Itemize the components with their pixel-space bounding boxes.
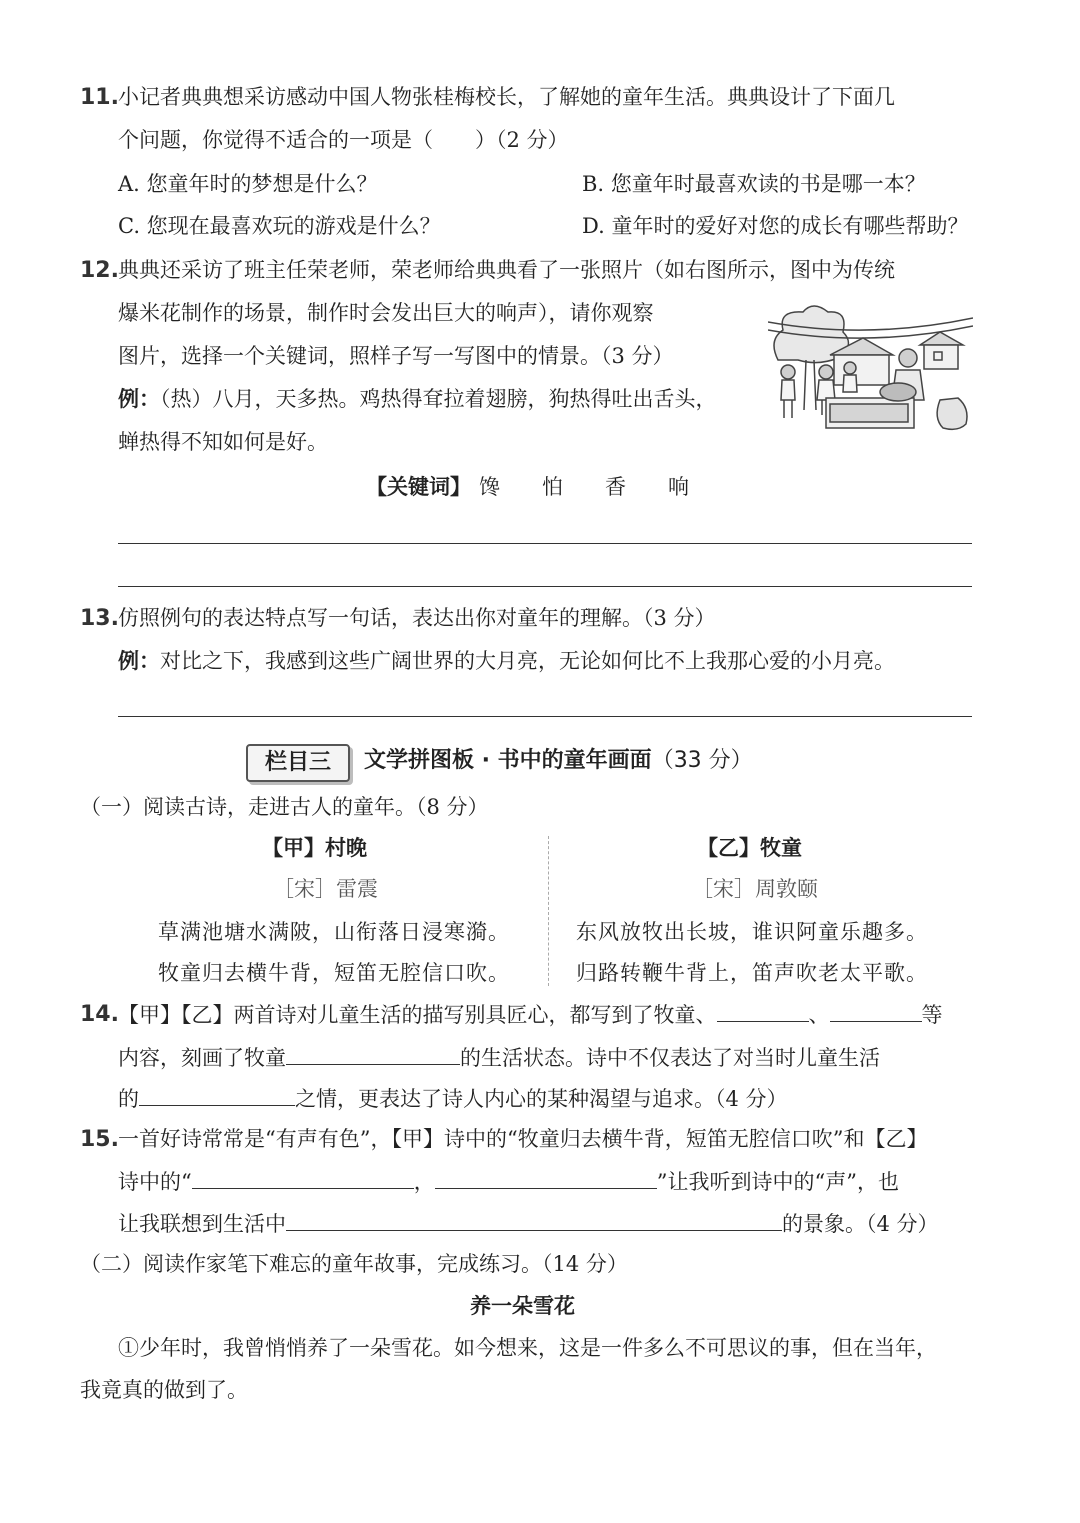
q12-answer-line-2[interactable] bbox=[118, 586, 972, 587]
part2-heading: （二）阅读作家笔下难忘的童年故事，完成练习。（14 分） bbox=[80, 1252, 628, 1276]
q12-line-1: 典典还采访了班主任荣老师，荣老师给典典看了一张照片（如右图所示，图中为传统 bbox=[118, 258, 895, 282]
section-title bbox=[364, 744, 753, 778]
q15-line-1: 一首好诗常常是“有声有色”，【甲】诗中的“牧童归去横牛背，短笛无腔信口吹”和【乙】 bbox=[118, 1127, 928, 1151]
keyword-xiang: 香 bbox=[605, 475, 626, 499]
section-score: （33 分） bbox=[651, 748, 753, 773]
q12-keywords-label: 【关键词】 bbox=[366, 475, 471, 499]
q11-line-2: 个问题，你觉得不适合的一项是（ ）（2 分） bbox=[118, 128, 569, 152]
q15-text-2a: 诗中的“ bbox=[118, 1170, 192, 1194]
q15-text-2c: ”让我听到诗中的“声”，也 bbox=[656, 1170, 899, 1194]
q11-number: 11. bbox=[80, 85, 119, 110]
q12-keywords bbox=[366, 472, 689, 502]
q12-example-label: 例： bbox=[118, 387, 160, 411]
keyword-chan: 馋 bbox=[479, 475, 500, 499]
poem-a-line-1: 草满池塘水满陂，山衔落日浸寒漪。 bbox=[158, 920, 510, 944]
q13-answer-line[interactable] bbox=[118, 716, 972, 717]
q11-option-b[interactable]: B. 您童年时最喜欢读的书是哪一本？ bbox=[582, 172, 926, 196]
story-para-1-line-1: ①少年时，我曾悄悄养了一朵雪花。如今想来，这是一件多么不可思议的事，但在当年， bbox=[118, 1336, 937, 1360]
q12-line-2: 爆米花制作的场景，制作时会发出巨大的响声），请你观察 bbox=[118, 301, 654, 325]
part1-heading: （一）阅读古诗，走进古人的童年。（8 分） bbox=[80, 795, 489, 819]
q14-blank-2[interactable] bbox=[830, 999, 922, 1022]
q14-blank-4[interactable] bbox=[139, 1083, 295, 1106]
popcorn-scene-illustration bbox=[768, 300, 973, 435]
poem-b-author: ［宋］周敦颐 bbox=[692, 877, 818, 901]
poem-a-title: 【甲】村晚 bbox=[262, 836, 367, 860]
q12-line-3: 图片，选择一个关键词，照样子写一写图中的情景。（3 分） bbox=[118, 344, 674, 368]
q15-text-2b: ， bbox=[413, 1170, 435, 1194]
q15-blank-2[interactable] bbox=[435, 1166, 657, 1189]
q11-option-d[interactable]: D. 童年时的爱好对您的成长有哪些帮助？ bbox=[582, 214, 969, 238]
story-para-1-line-2: 我竟真的做到了。 bbox=[80, 1378, 248, 1402]
q14-blank-1[interactable] bbox=[717, 999, 809, 1022]
q13-example bbox=[118, 646, 895, 676]
poem-b-line-2: 归路转鞭牛背上，笛声吹老太平歌。 bbox=[576, 961, 928, 985]
q13-line-1: 仿照例句的表达特点写一句话，表达出你对童年的理解。（3 分） bbox=[118, 606, 716, 630]
section-title-text: 文学拼图板 · 书中的童年画面 bbox=[364, 748, 652, 773]
q14-text-1b: 、 bbox=[808, 1003, 830, 1027]
q15-blank-1[interactable] bbox=[192, 1166, 414, 1189]
q14-text-2a: 内容，刻画了牧童 bbox=[118, 1046, 286, 1070]
q14-blank-3[interactable] bbox=[286, 1042, 460, 1065]
poem-b-title: 【乙】牧童 bbox=[697, 836, 802, 860]
q14-text-3a: 的 bbox=[118, 1087, 139, 1111]
q13-number: 13. bbox=[80, 606, 119, 631]
q12-example-2: 蝉热得不知如何是好。 bbox=[118, 430, 328, 454]
q14-line-3 bbox=[118, 1083, 788, 1114]
q15-number: 15. bbox=[80, 1127, 119, 1152]
poem-a-author: ［宋］雷震 bbox=[273, 877, 378, 901]
poem-a-line-2: 牧童归去横牛背，短笛无腔信口吹。 bbox=[158, 961, 510, 985]
q14-number: 14. bbox=[80, 1002, 119, 1027]
q13-example-label: 例： bbox=[118, 649, 160, 673]
keyword-pa: 怕 bbox=[542, 475, 563, 499]
poem-b-line-1: 东风放牧出长坡，谁识阿童乐趣多。 bbox=[576, 920, 928, 944]
q15-blank-3[interactable] bbox=[286, 1208, 782, 1231]
q11-line-1: 小记者典典想采访感动中国人物张桂梅校长，了解她的童年生活。典典设计了下面几 bbox=[118, 85, 895, 109]
q15-line-3 bbox=[118, 1208, 939, 1239]
q14-text-1c: 等 bbox=[921, 1003, 943, 1027]
q15-text-3a: 让我联想到生活中 bbox=[118, 1212, 286, 1236]
q12-number: 12. bbox=[80, 258, 119, 283]
q12-example-text-1: （热）八月，天多热。鸡热得耷拉着翅膀，狗热得吐出舌头， bbox=[160, 387, 717, 411]
q15-line-2 bbox=[118, 1166, 899, 1197]
q14-text-1a: 【甲】【乙】两首诗对儿童生活的描写别具匠心，都写到了牧童、 bbox=[118, 1003, 717, 1027]
q15-text-3b: 的景象。（4 分） bbox=[782, 1212, 939, 1236]
q13-example-text: 对比之下，我感到这些广阔世界的大月亮，无论如何比不上我那心爱的小月亮。 bbox=[160, 649, 895, 673]
keyword-xiang2: 响 bbox=[668, 475, 689, 499]
q14-line-2 bbox=[118, 1042, 880, 1073]
q14-text-2b: 的生活状态。诗中不仅表达了对当时儿童生活 bbox=[460, 1046, 880, 1070]
section-label: 栏目三 bbox=[264, 750, 331, 775]
q12-answer-line-1[interactable] bbox=[118, 543, 972, 544]
poem-divider bbox=[548, 836, 549, 986]
q11-option-c[interactable]: C. 您现在最喜欢玩的游戏是什么？ bbox=[118, 214, 441, 238]
q14-text-3b: 之情，更表达了诗人内心的某种渴望与追求。（4 分） bbox=[295, 1087, 788, 1111]
q11-option-a[interactable]: A. 您童年时的梦想是什么？ bbox=[118, 172, 378, 196]
q12-example-1 bbox=[118, 384, 717, 414]
q14-line-1 bbox=[118, 999, 943, 1030]
section-label-box bbox=[246, 744, 350, 782]
story-title: 养一朵雪花 bbox=[470, 1294, 575, 1318]
